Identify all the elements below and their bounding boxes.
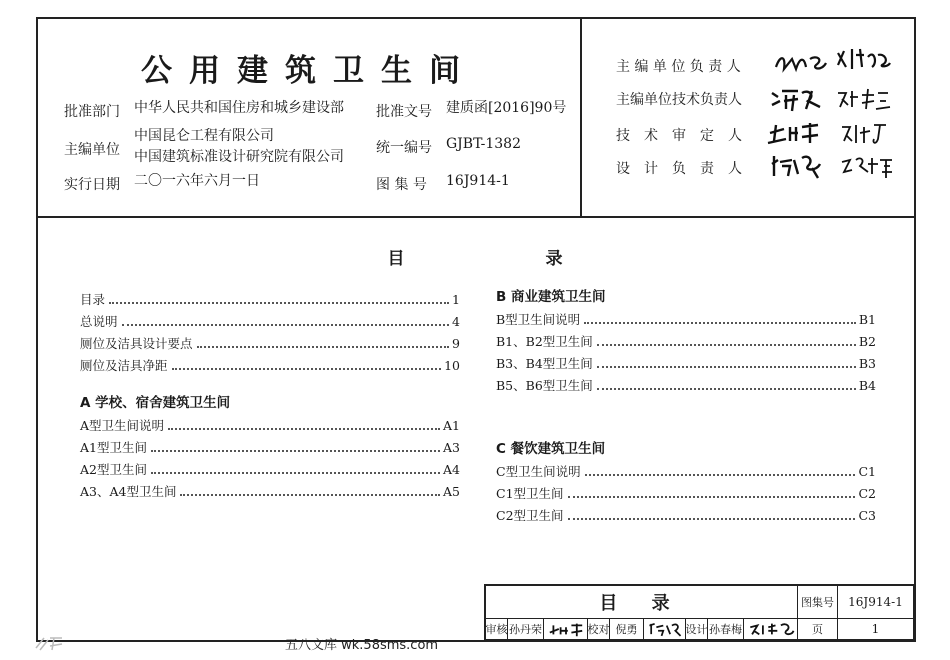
section-heading-b: B 商业建筑卫生间 bbox=[496, 289, 606, 305]
toc-entry[interactable]: 总说明 4 bbox=[80, 314, 460, 329]
editor-1: 中国昆仑工程有限公司 bbox=[134, 128, 274, 144]
handwritten-signature bbox=[768, 85, 826, 113]
atlas-no-label: 图 集 号 bbox=[376, 177, 427, 193]
corner-stamp-icon bbox=[34, 634, 64, 652]
signature-role: 技 术 审 定 人 bbox=[616, 128, 742, 144]
header bbox=[38, 19, 914, 218]
header-info bbox=[38, 19, 582, 216]
approval-doc: 建质函[2016]90号 bbox=[446, 100, 567, 116]
handwritten-signature bbox=[834, 45, 892, 73]
handwritten-signature bbox=[836, 119, 894, 147]
review-name: 孙丹荣 bbox=[508, 619, 544, 640]
approval-dept-label: 批准部门 bbox=[64, 104, 120, 120]
toc-right-column bbox=[496, 285, 876, 527]
toc-entry[interactable]: B1、B2型卫生间 B2 bbox=[496, 334, 876, 349]
title-block bbox=[484, 584, 914, 640]
atlas-no: 16J914-1 bbox=[446, 173, 510, 189]
toc-entry[interactable]: C1型卫生间 C2 bbox=[496, 486, 876, 501]
page-label: 页 bbox=[798, 619, 838, 640]
page-number: 1 bbox=[838, 619, 914, 640]
impl-date-label: 实行日期 bbox=[64, 177, 120, 193]
check-name: 倪勇 bbox=[610, 619, 644, 640]
handwritten-signature bbox=[544, 619, 588, 640]
handwritten-signature bbox=[768, 152, 826, 180]
toc-left-column bbox=[80, 289, 460, 503]
handwritten-signature bbox=[772, 49, 830, 77]
editor-2: 中国建筑标准设计研究院有限公司 bbox=[134, 149, 344, 165]
toc-entry[interactable]: C2型卫生间 C3 bbox=[496, 508, 876, 523]
handwritten-signature bbox=[766, 119, 824, 147]
unified-no-label: 统一编号 bbox=[376, 140, 432, 156]
check-label: 校对 bbox=[588, 619, 610, 640]
signature-role: 主编单位技术负责人 bbox=[616, 92, 742, 108]
approval-doc-label: 批准文号 bbox=[376, 104, 432, 120]
approval-dept: 中华人民共和国住房和城乡建设部 bbox=[134, 100, 344, 116]
toc-entry[interactable]: B5、B6型卫生间 B4 bbox=[496, 378, 876, 393]
section-heading-a: A 学校、宿舍建筑卫生间 bbox=[80, 395, 231, 411]
toc-entry[interactable]: B型卫生间说明 B1 bbox=[496, 312, 876, 327]
toc-title: 目 录 bbox=[387, 249, 625, 269]
section-heading-c: C 餐饮建筑卫生间 bbox=[496, 441, 606, 457]
unified-no: GJBT-1382 bbox=[446, 136, 521, 152]
signature-role: 设 计 负 责 人 bbox=[616, 161, 742, 177]
drawing-title: 目 录 bbox=[486, 586, 798, 619]
toc-entry[interactable]: A1型卫生间 A3 bbox=[80, 440, 460, 455]
handwritten-signature bbox=[644, 619, 686, 640]
review-label: 审核 bbox=[486, 619, 508, 640]
handwritten-signature bbox=[744, 619, 798, 640]
impl-date: 二〇一六年六月一日 bbox=[134, 173, 260, 189]
watermark-footer: 五八文库 wk.58sms.com bbox=[285, 638, 439, 653]
design-name: 孙春梅 bbox=[708, 619, 744, 640]
toc-entry[interactable]: A2型卫生间 A4 bbox=[80, 462, 460, 477]
atlas-title: 公用建筑卫生间 bbox=[141, 53, 477, 89]
design-label: 设计 bbox=[686, 619, 708, 640]
drawing-frame bbox=[36, 17, 916, 642]
handwritten-signature bbox=[834, 85, 892, 113]
signature-role: 主 编 单 位 负 责 人 bbox=[616, 59, 741, 75]
atlas-no: 16J914-1 bbox=[838, 586, 914, 619]
handwritten-signature bbox=[838, 152, 896, 180]
toc-entry[interactable]: A3、A4型卫生间 A5 bbox=[80, 484, 460, 499]
toc-entry[interactable]: B3、B4型卫生间 B3 bbox=[496, 356, 876, 371]
toc-entry[interactable]: C型卫生间说明 C1 bbox=[496, 464, 876, 479]
toc-entry[interactable]: 目录 1 bbox=[80, 292, 460, 307]
toc-entry[interactable]: A型卫生间说明 A1 bbox=[80, 418, 460, 433]
editor-label: 主编单位 bbox=[64, 142, 120, 158]
toc-entry[interactable]: 厕位及洁具设计要点 9 bbox=[80, 336, 460, 351]
atlas-no-label: 图集号 bbox=[798, 586, 838, 619]
toc-entry[interactable]: 厕位及洁具净距 10 bbox=[80, 358, 460, 373]
